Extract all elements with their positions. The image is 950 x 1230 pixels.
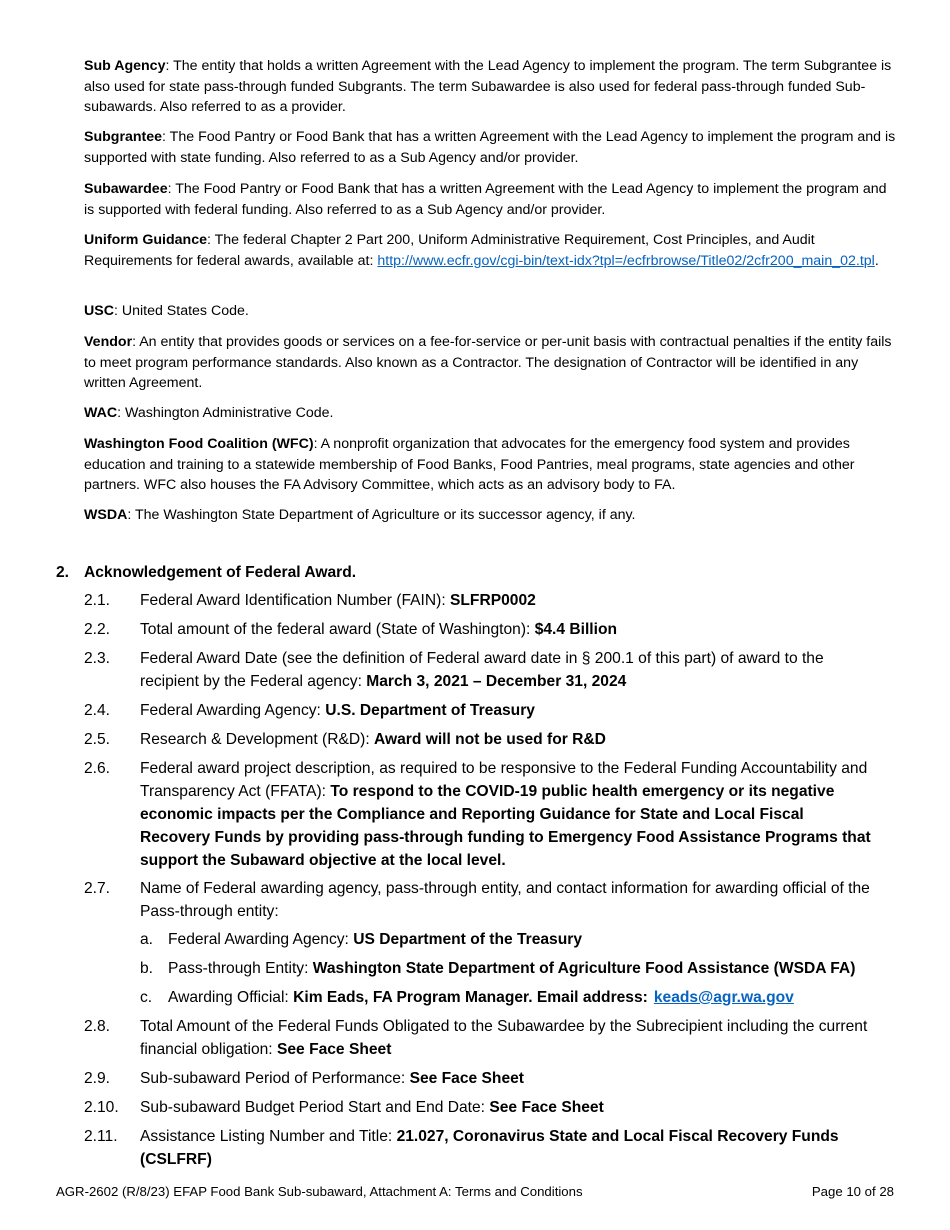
definition-term: Subgrantee xyxy=(84,129,163,145)
award-item-2-3 xyxy=(84,647,874,693)
section-number: 2. xyxy=(56,564,70,581)
item-label: Sub-subaward Budget Period Start and End Date: xyxy=(140,1099,490,1116)
item-label: Total Amount of the Federal Funds Obligated to the Subawardee by the Subrecipient including the current financial obligation: xyxy=(140,1018,868,1058)
section-heading xyxy=(56,563,356,583)
item-number: 2.5. xyxy=(84,731,111,748)
item-number: 2.10. xyxy=(84,1099,119,1116)
definition-term: WAC xyxy=(84,405,118,421)
definition-text: : The federal Chapter 2 Part 200, Uniform Administrative Requirement, Cost Principles, and Audit Requirements for federal awards, available at: xyxy=(84,232,815,269)
item-value: March 3, 2021 – December 31, 2024 xyxy=(366,673,627,690)
definition-term: Sub Agency xyxy=(84,58,166,74)
item-value: 21.027, Coronavirus State and Local Fiscal Recovery Funds (CSLFRF) xyxy=(140,1128,839,1168)
definition-wac xyxy=(84,403,896,424)
definition-vendor xyxy=(84,332,896,394)
award-subitem-b xyxy=(140,957,910,980)
definition-text: : A nonprofit organization that advocates for the emergency food system and provides education and training to a statewide membership of Food Banks, Food Pantries, meal programs, state agencies and other partners. WFC also houses the FA Advisory Committee, which acts as an advisory body to FA. xyxy=(84,436,855,494)
award-item-2-10 xyxy=(84,1096,874,1119)
definition-term: Uniform Guidance xyxy=(84,232,207,248)
item-number: 2.3. xyxy=(84,650,111,667)
email-link[interactable]: keads@agr.wa.gov xyxy=(653,989,794,1006)
definition-text: : The Washington State Department of Agriculture or its successor agency, if any. xyxy=(127,507,636,523)
award-subitem-c xyxy=(140,986,910,1009)
definition-wsda xyxy=(84,505,896,526)
footer-page-number: Page 10 of 28 xyxy=(811,1184,894,1199)
award-item-2-5 xyxy=(84,728,874,751)
item-label: Federal award project description, as required to be responsive to the Federal Funding Accountability and Transparency Act (FFATA): xyxy=(140,760,868,800)
footer-form-id: AGR-2602 (R/8/23) EFAP Food Bank Sub-subaward, Attachment A: Terms and Conditions xyxy=(56,1184,583,1199)
item-value: U.S. Department of Treasury xyxy=(325,702,535,719)
subitem-value: US Department of the Treasury xyxy=(353,931,583,948)
award-item-2-2 xyxy=(84,618,874,641)
award-item-2-7 xyxy=(84,877,874,923)
item-value: $4.4 Billion xyxy=(534,621,618,638)
definition-text: : Washington Administrative Code. xyxy=(117,405,334,421)
definition-text: : An entity that provides goods or services on a fee-for-service or per-unit basis with contractual penalties if the entity fails to meet program performance standards. Also known as a Contractor. The designation of Contractor will be identified in any written Agreement. xyxy=(84,334,892,392)
item-number: 2.7. xyxy=(84,880,111,897)
item-value: Award will not be used for R&D xyxy=(374,731,606,748)
award-item-2-6 xyxy=(84,757,874,872)
item-label: Assistance Listing Number and Title: xyxy=(140,1128,397,1145)
definition-uniform-guidance xyxy=(84,230,896,271)
definition-text-end: . xyxy=(874,252,879,269)
subitem-label: Awarding Official: xyxy=(168,989,294,1006)
subitem-label: Federal Awarding Agency: xyxy=(168,931,354,948)
definition-sub-agency xyxy=(84,56,896,118)
item-label: Federal Award Identification Number (FAIN): xyxy=(140,592,450,609)
ecfr-link[interactable]: http://www.ecfr.gov/cgi-bin/text-idx?tpl=/ecfrbrowse/Title02/2cfr200_main_02.tpl xyxy=(377,252,875,269)
item-label: Federal Award Date (see the definition of Federal award date in § 200.1 of this part) of award to the recipient by the Federal agency: xyxy=(140,650,824,690)
definition-term: Vendor xyxy=(84,334,133,350)
definition-term: WSDA xyxy=(84,507,128,523)
item-number: 2.2. xyxy=(84,621,111,638)
item-label: Name of Federal awarding agency, pass-through entity, and contact information for awarding official of the Pass-through entity: xyxy=(140,880,870,920)
definition-term: Washington Food Coalition (WFC) xyxy=(84,436,314,452)
definition-subawardee xyxy=(84,179,896,220)
award-subitem-a xyxy=(140,928,910,951)
item-label: Sub-subaward Period of Performance: xyxy=(140,1070,410,1087)
item-label: Total amount of the federal award (State of Washington): xyxy=(140,621,535,638)
award-item-2-4 xyxy=(84,699,874,722)
item-value: See Face Sheet xyxy=(276,1041,392,1058)
award-item-2-1 xyxy=(84,589,874,612)
award-item-2-8 xyxy=(84,1015,874,1061)
subitem-value: Kim Eads, FA Program Manager. Email address: xyxy=(293,989,648,1006)
item-value: See Face Sheet xyxy=(489,1099,604,1116)
award-item-2-9 xyxy=(84,1067,874,1090)
subitem-value: Washington State Department of Agriculture Food Assistance (WSDA FA) xyxy=(312,960,856,977)
definition-usc xyxy=(84,301,896,322)
item-value: To respond to the COVID-19 public health emergency or its negative economic impacts per the Compliance and Reporting Guidance for State and Local Fiscal Recovery Funds by providing pass-through funding to Emergency Food Assistance Programs that support the Subaward objective at the local level. xyxy=(140,783,871,869)
subitem-label: Pass-through Entity: xyxy=(168,960,313,977)
item-number: 2.11. xyxy=(84,1128,118,1145)
subitem-letter: a. xyxy=(140,931,154,948)
item-number: 2.6. xyxy=(84,760,111,777)
definition-text: : The Food Pantry or Food Bank that has a written Agreement with the Lead Agency to implement the program and is supported with federal funding. Also referred to as a Sub Agency and/or provider. xyxy=(84,181,887,218)
item-label: Research & Development (R&D): xyxy=(140,731,374,748)
item-value: See Face Sheet xyxy=(409,1070,524,1087)
subitem-letter: c. xyxy=(140,989,153,1006)
definition-text: : The Food Pantry or Food Bank that has a written Agreement with the Lead Agency to implement the program and is supported with state funding. Also referred to as a Sub Agency and/or provider. xyxy=(84,129,896,166)
definition-wfc xyxy=(84,434,896,496)
subitem-letter: b. xyxy=(140,960,154,977)
award-item-2-11 xyxy=(84,1125,874,1171)
definition-term: Subawardee xyxy=(84,181,168,197)
definition-text: : United States Code. xyxy=(113,303,249,319)
item-label: Federal Awarding Agency: xyxy=(140,702,326,719)
item-number: 2.9. xyxy=(84,1070,111,1087)
definition-subgrantee xyxy=(84,127,896,168)
section-title: Acknowledgement of Federal Award. xyxy=(84,564,357,581)
item-number: 2.8. xyxy=(84,1018,111,1035)
definition-term: USC xyxy=(84,303,114,319)
item-number: 2.4. xyxy=(84,702,111,719)
item-value: SLFRP0002 xyxy=(450,592,536,609)
definition-text: : The entity that holds a written Agreement with the Lead Agency to implement the program. The term Subgrantee is also used for state pass-through funded Subgrants. The term Subawardee is also used for federal pass-through funded Sub-subawards. Also referred to as a provider. xyxy=(84,58,892,116)
item-number: 2.1. xyxy=(84,592,111,609)
